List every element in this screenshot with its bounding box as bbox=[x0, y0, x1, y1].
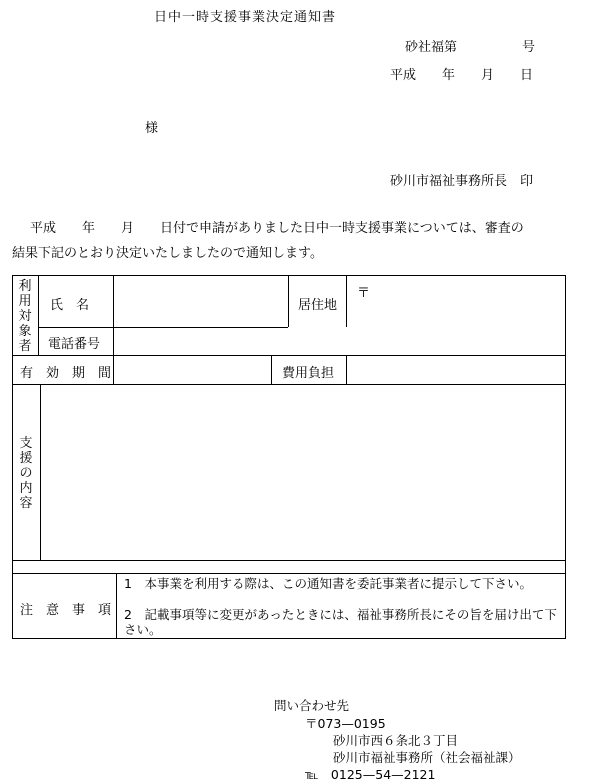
row-divider bbox=[12, 560, 566, 561]
row-divider bbox=[12, 384, 566, 385]
document-title: 日中一時支援事業決定通知書 bbox=[154, 10, 337, 25]
notes-label: 注 意 事 項 bbox=[20, 603, 112, 618]
column-divider bbox=[113, 275, 114, 384]
cost-label: 費用負担 bbox=[282, 366, 335, 381]
column-divider bbox=[346, 355, 347, 384]
column-divider bbox=[346, 275, 347, 327]
contact-postal: 〒073—0195 bbox=[305, 716, 386, 731]
column-divider bbox=[38, 275, 39, 355]
row-divider bbox=[12, 573, 566, 574]
user-section-label: 利用対象者 bbox=[18, 279, 32, 354]
column-divider bbox=[116, 573, 117, 639]
name-label: 氏 名 bbox=[50, 298, 90, 313]
postal-mark: 〒 bbox=[357, 286, 371, 301]
support-content-label: 支援の内容 bbox=[19, 436, 33, 511]
column-divider bbox=[40, 384, 41, 560]
address-label: 居住地 bbox=[298, 298, 338, 313]
body-line-2: 結果下記のとおり決定いたしましたので通知します。 bbox=[12, 246, 323, 261]
period-label: 有 効 期 間 bbox=[20, 366, 112, 381]
contact-address: 砂川市西６条北３丁目 bbox=[333, 733, 459, 748]
contact-heading: 問い合わせ先 bbox=[274, 698, 350, 713]
issuer-name: 砂川市福祉事務所長 印 bbox=[390, 174, 534, 189]
body-line-1: 平成 年 月 日付で申請がありました日中一時支援事業については、審査の bbox=[30, 221, 524, 236]
contact-office: 砂川市福祉事務所（社会福祉課） bbox=[333, 750, 521, 765]
document-number: 砂社福第 号 bbox=[405, 40, 536, 55]
note-2: 2 記載事項等に変更があったときには、福祉事務所長にその旨を届け出て下さい。 bbox=[124, 607, 557, 637]
addressee-suffix: 様 bbox=[145, 121, 159, 136]
row-divider bbox=[38, 327, 288, 328]
note-1: 1 本事業を利用する際は、この通知書を委託事業者に提示して下さい。 bbox=[124, 576, 532, 591]
issue-date: 平成 年 月 日 bbox=[390, 68, 534, 83]
column-divider bbox=[288, 275, 289, 327]
phone-label: 電話番号 bbox=[48, 337, 101, 352]
contact-tel: ℡ 0125—54—2121 bbox=[305, 767, 436, 782]
column-divider bbox=[271, 355, 272, 384]
row-divider bbox=[12, 355, 566, 356]
